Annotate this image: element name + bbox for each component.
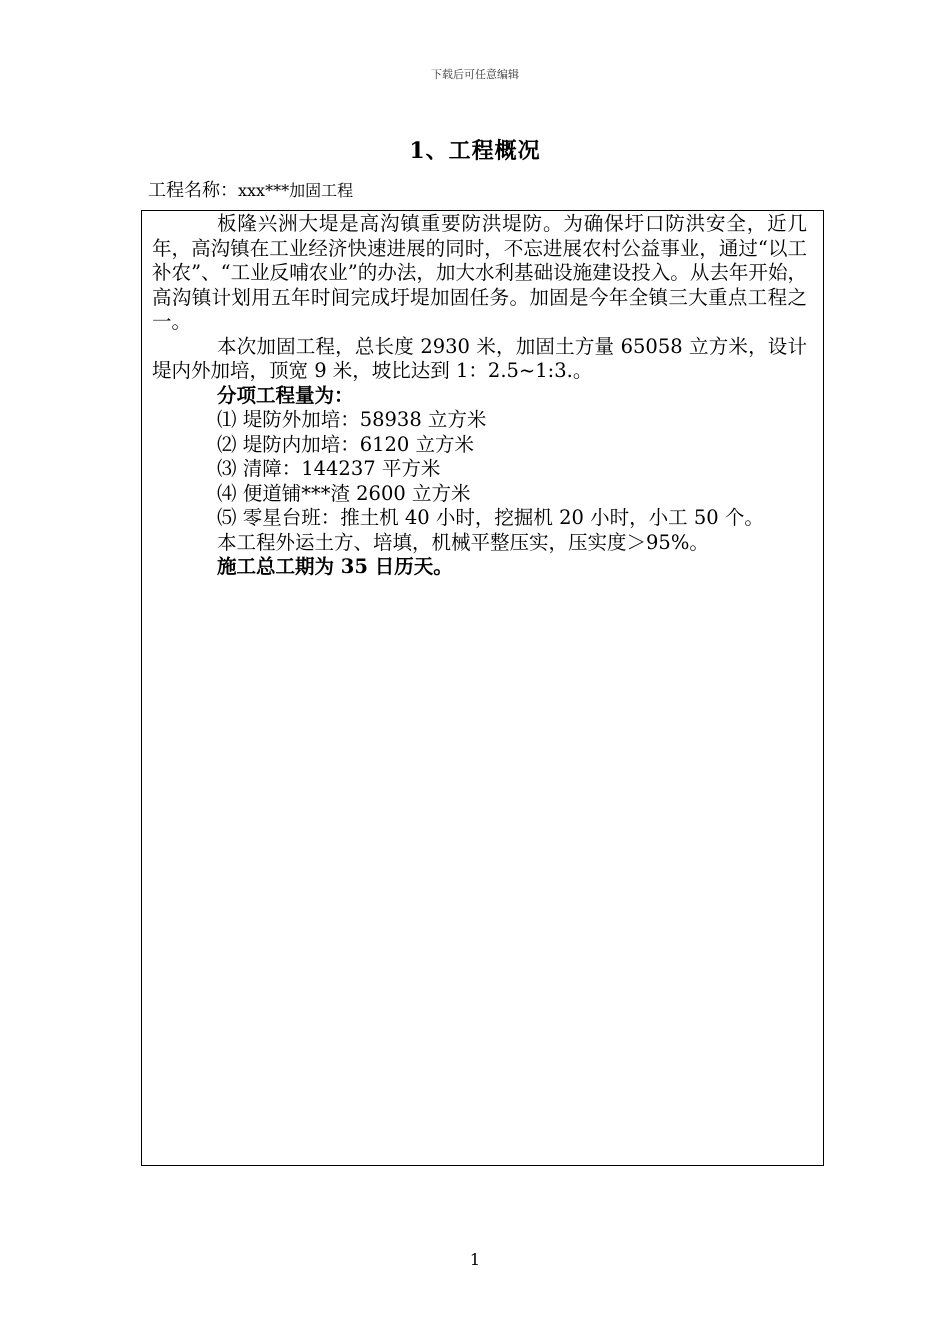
page-number: 1 xyxy=(469,1250,481,1269)
overview-box xyxy=(141,210,824,1166)
page-title: 1、工程概况 xyxy=(409,138,541,164)
header-note: 下载后可任意编辑 xyxy=(431,68,519,81)
overview-paragraph-2: 本次加固工程，总长度 2930 米，加固土方量 65058 立方米，设计堤内外加培，顶宽 9 米，坡比达到 1：2.5~1:3.。 xyxy=(152,334,807,382)
subitems-heading: 分项工程量为： xyxy=(217,383,354,407)
subitem-4: ⑷ 便道铺***渣 2600 立方米 xyxy=(217,481,471,505)
subitem-5: ⑸ 零星台班：推土机 40 小时，挖掘机 20 小时，小工 50 个。 xyxy=(217,506,764,529)
project-name-line xyxy=(148,176,353,202)
compaction-note: 本工程外运土方、培填，机械平整压实，压实度＞95%。 xyxy=(217,530,709,554)
subitem-2: ⑵ 堤防内加培：6120 立方米 xyxy=(217,432,475,456)
project-name-value: xxx***加固工程 xyxy=(238,181,354,200)
subitem-1: ⑴ 堤防外加培：58938 立方米 xyxy=(217,408,487,431)
project-name-label: 工程名称： xyxy=(148,180,238,201)
subitem-3: ⑶ 清障：144237 平方米 xyxy=(217,457,441,480)
overview-paragraph-1: 板隆兴洲大堤是高沟镇重要防洪堤防。为确保圩口防洪安全，近几年，高沟镇在工业经济快速进展的同时，不忘进展农村公益事业，通过“以工补农”、“工业反哺农业”的办法，加大水利基础设施建设投入。从去年开始，高沟镇计划用五年时间完成圩堤加固任务。加固是今年全镇三大重点工程之一。 xyxy=(152,212,807,333)
construction-duration: 施工总工期为 35 日历天。 xyxy=(217,555,453,578)
